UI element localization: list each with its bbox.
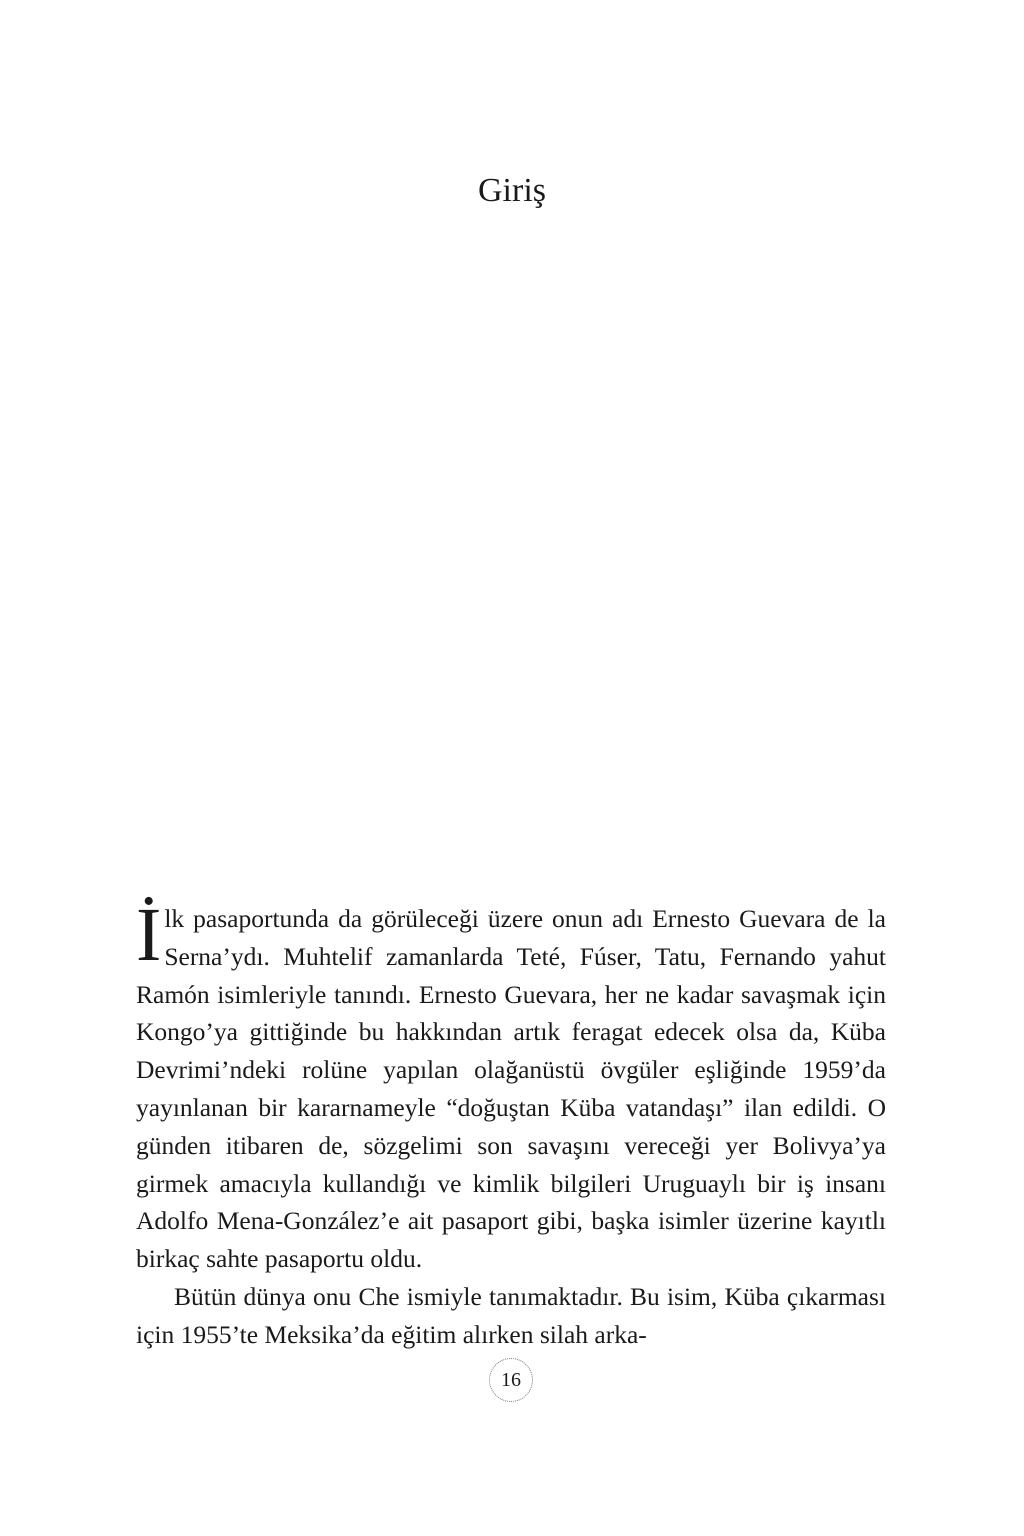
chapter-title: Giriş (478, 172, 546, 209)
drop-cap: İ (136, 893, 162, 977)
body-text (136, 893, 886, 1354)
paragraph-1-text: lk pasaportunda da görüleceği üzere onun adı Ernesto Guevara de la Serna’ydı. Muhtelif zamanlarda Teté, Fúser, Tatu, Fernando yahut Ramón isimleriyle tanındı. Ernesto Guevara, her ne kadar savaşmak için Kongo’ya gittiğinde bu hakkından artık feragat edecek olsa da, Küba Devrimi’ndeki rolüne yapılan olağanüstü övgüler eşliğinde 1959’da yayınlanan bir kararnameyle “doğuştan Küba vatandaşı” ilan edildi. O günden itibaren de, sözgelimi son savaşını vereceği yer Bolivya’ya girmek amacıyla kullandığı ve kimlik bilgileri Uruguaylı bir iş insanı Adolfo Mena-González’e ait pasaport gibi, başka isimler üzerine kayıtlı birkaç sahte pasaportu oldu. (136, 904, 886, 1274)
paragraph-2: Bütün dünya onu Che ismiyle tanımaktadır. Bu isim, Küba çıkarması için 1955’te Meksika’da eğitim alırken silah arka- (136, 1281, 886, 1349)
paragraph-1 (136, 893, 886, 1278)
page-number: 16 (489, 1358, 533, 1402)
